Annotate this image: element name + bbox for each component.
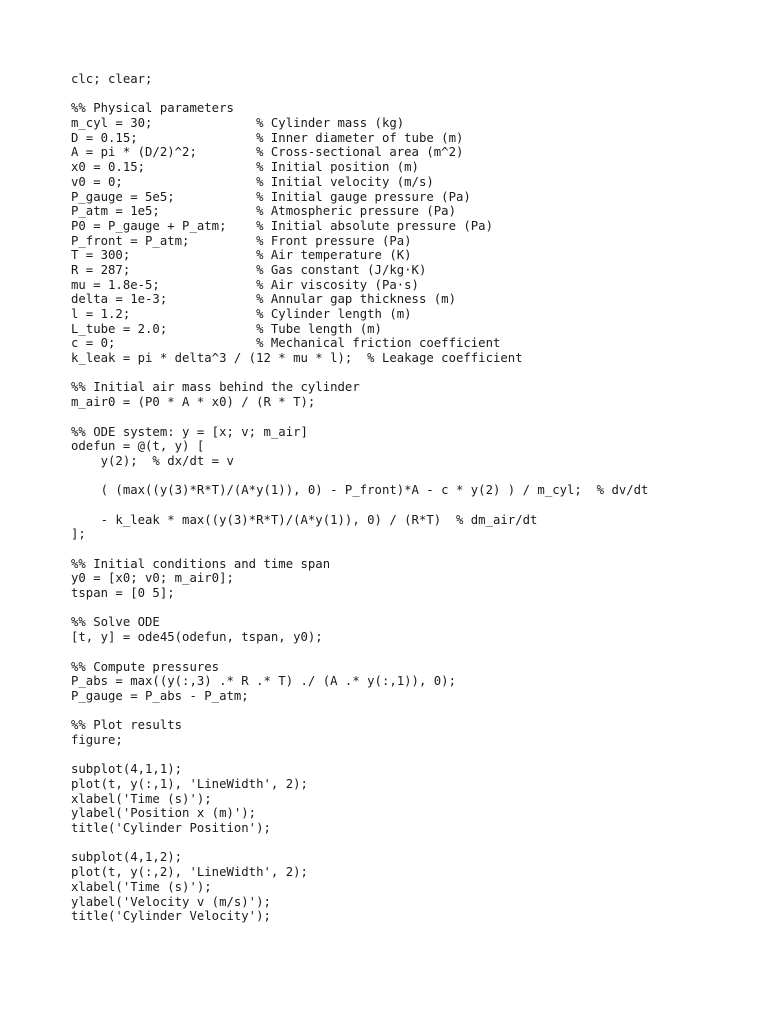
code-line: v0 = 0; % Initial velocity (m/s) <box>71 174 434 189</box>
code-line <box>71 498 648 513</box>
code-line: x0 = 0.15; % Initial position (m) <box>71 160 419 175</box>
code-line: c = 0; % Mechanical friction coefficient <box>71 336 501 351</box>
code-line: xlabel('Time (s)'); <box>71 791 212 806</box>
code-line <box>71 748 648 763</box>
code-line: m_air0 = (P0 * A * x0) / (R * T); <box>71 395 316 410</box>
code-line: ylabel('Velocity v (m/s)'); <box>71 894 271 909</box>
code-line: plot(t, y(:,1), 'LineWidth', 2); <box>71 777 308 791</box>
code-line: P_front = P_atm; % Front pressure (Pa) <box>71 233 412 248</box>
code-line: k_leak = pi * delta^3 / (12 * mu * l); % Leakage coefficient <box>71 351 523 366</box>
code-line: %% Compute pressures <box>71 659 220 674</box>
code-line: mu = 1.8e-5; % Air viscosity (Pa·s) <box>71 277 419 292</box>
code-line <box>71 645 648 660</box>
code-line: T = 300; % Air temperature (K) <box>71 248 412 263</box>
code-line <box>71 410 648 425</box>
code-line: clc; clear; <box>71 72 153 86</box>
code-line: figure; <box>71 732 123 747</box>
code-listing <box>71 72 648 924</box>
code-line: A = pi * (D/2)^2; % Cross-sectional area (m^2) <box>71 145 464 160</box>
code-line: ylabel('Position x (m)'); <box>71 806 257 821</box>
code-line: delta = 1e-3; % Annular gap thickness (m) <box>71 292 456 307</box>
code-line: %% Initial air mass behind the cylinder <box>71 380 360 395</box>
code-line: subplot(4,1,1); <box>71 762 183 777</box>
code-line <box>71 469 648 484</box>
code-line <box>71 704 648 719</box>
code-line: P_atm = 1e5; % Atmospheric pressure (Pa) <box>71 204 456 219</box>
code-line: P_abs = max((y(:,3) .* R .* T) ./ (A .* y(:,1)), 0); <box>71 674 456 689</box>
code-line: ( (max((y(3)*R*T)/(A*y(1)), 0) - P_front)*A - c * y(2) ) / m_cyl; % dv/dt <box>71 483 649 498</box>
code-line: P0 = P_gauge + P_atm; % Initial absolute pressure (Pa) <box>71 218 493 233</box>
code-line <box>71 542 648 557</box>
code-line: %% Solve ODE <box>71 615 160 630</box>
code-line: xlabel('Time (s)'); <box>71 879 212 894</box>
code-line: %% Initial conditions and time span <box>71 556 331 571</box>
code-line: title('Cylinder Position'); <box>71 821 271 836</box>
code-line: %% Physical parameters <box>71 101 234 116</box>
code-line: P_gauge = 5e5; % Initial gauge pressure (Pa) <box>71 189 471 204</box>
code-line: title('Cylinder Velocity'); <box>71 909 271 924</box>
code-line <box>71 87 648 102</box>
code-line: odefun = @(t, y) [ <box>71 439 205 454</box>
code-line: D = 0.15; % Inner diameter of tube (m) <box>71 130 464 145</box>
code-line: [t, y] = ode45(odefun, tspan, y0); <box>71 630 323 645</box>
code-line: %% ODE system: y = [x; v; m_air] <box>71 424 308 439</box>
code-line: subplot(4,1,2); <box>71 850 183 865</box>
code-line: ]; <box>71 527 86 542</box>
code-line: y0 = [x0; v0; m_air0]; <box>71 571 234 586</box>
code-line: y(2); % dx/dt = v <box>71 453 234 468</box>
code-line <box>71 601 648 616</box>
code-line: P_gauge = P_abs - P_atm; <box>71 688 249 703</box>
code-line: %% Plot results <box>71 718 183 733</box>
code-line: - k_leak * max((y(3)*R*T)/(A*y(1)), 0) / (R*T) % dm_air/dt <box>71 512 538 527</box>
code-line: L_tube = 2.0; % Tube length (m) <box>71 321 382 336</box>
code-line: l = 1.2; % Cylinder length (m) <box>71 307 412 321</box>
code-line: plot(t, y(:,2), 'LineWidth', 2); <box>71 865 308 880</box>
code-line: m_cyl = 30; % Cylinder mass (kg) <box>71 116 405 131</box>
code-line <box>71 836 648 851</box>
code-line <box>71 366 648 381</box>
code-line: R = 287; % Gas constant (J/kg·K) <box>71 262 427 277</box>
code-line: tspan = [0 5]; <box>71 586 175 601</box>
